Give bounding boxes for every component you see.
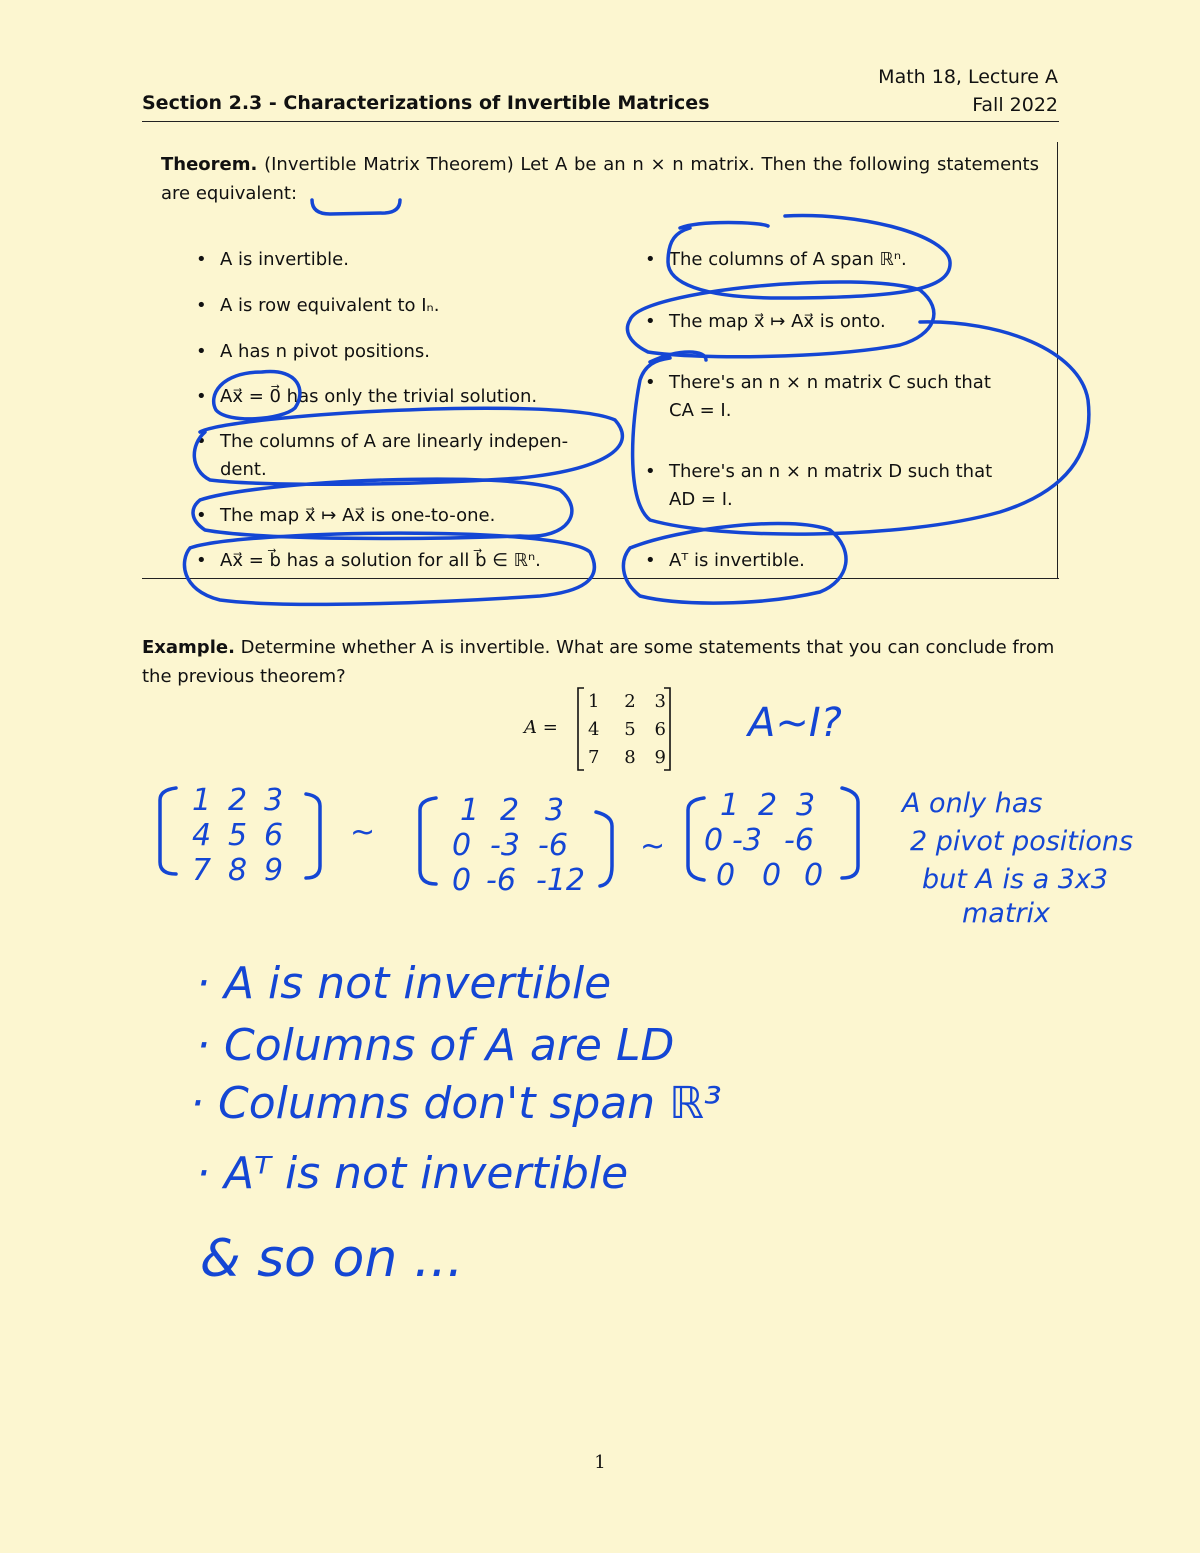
hw-m1-3-1: 7 xyxy=(192,853,212,888)
hw-m3-1-3: 3 xyxy=(796,788,816,823)
circle-one-to-one xyxy=(193,479,572,538)
right-item-3-cont: CA = I. xyxy=(669,400,732,421)
hw-m3-2-1: 0 xyxy=(704,823,724,858)
left-item-1: • A is invertible. xyxy=(196,249,349,270)
matrix-lhs: A = xyxy=(524,717,558,738)
hw-m1-1-1: 1 xyxy=(192,783,212,818)
example-text: Determine whether A is invertible. What are some statements that you can conclude from the previous theorem? xyxy=(142,637,1055,687)
hw-bracket-1-right xyxy=(306,794,320,878)
section-title: Section 2.3 - Characterizations of Invertible Matrices xyxy=(142,92,710,114)
hw-m2-1-2: 2 xyxy=(500,793,520,828)
hw-m1-1-2: 2 xyxy=(228,783,248,818)
left-item-7: • Ax⃗ = b⃗ has a solution for all b⃗ ∈ ℝⁿ. xyxy=(196,550,541,571)
hw-m3-1-2: 2 xyxy=(758,788,778,823)
left-item-2: • A is row equivalent to Iₙ. xyxy=(196,295,440,316)
right-item-4-cont: AD = I. xyxy=(669,489,733,510)
m-2-2: 5 xyxy=(624,719,636,740)
hw-note-4: matrix xyxy=(962,898,1051,929)
hw-m1-2-3: 6 xyxy=(264,818,284,853)
course-label: Math 18, Lecture A xyxy=(878,66,1058,88)
underline-equivalent xyxy=(312,200,400,214)
m-1-3: 3 xyxy=(654,691,666,712)
hw-m1-1-3: 3 xyxy=(264,783,284,818)
hw-bracket-2-right xyxy=(596,812,612,886)
example-label: Example. xyxy=(142,637,235,658)
page-number: 1 xyxy=(594,1452,606,1473)
hw-m1-3-3: 9 xyxy=(264,853,284,888)
hw-bracket-3-right xyxy=(842,788,858,878)
hw-m2-1-1: 1 xyxy=(460,793,480,828)
hw-m2-2-2: -3 xyxy=(490,828,520,863)
hw-m2-3-1: 0 xyxy=(452,863,472,898)
term-label: Fall 2022 xyxy=(972,94,1058,116)
hw-m1-2-1: 4 xyxy=(192,818,212,853)
hw-note-2: 2 pivot positions xyxy=(910,826,1134,857)
hw-m3-2-3: -6 xyxy=(784,823,814,858)
right-item-3: • There's an n × n matrix C such that xyxy=(645,372,991,393)
m-3-2: 8 xyxy=(624,747,636,768)
hw-conclusion-2: · Columns of A are LD xyxy=(196,1020,675,1071)
hw-conclusion-1: · A is not invertible xyxy=(196,958,612,1009)
m-1-1: 1 xyxy=(588,691,600,712)
m-1-2: 2 xyxy=(624,691,636,712)
theorem-intro: (Invertible Matrix Theorem) Let A be an n × n matrix. Then the following statements are equivalent: xyxy=(161,154,1039,204)
hw-note-1: A only has xyxy=(902,788,1043,819)
hw-m2-2-3: -6 xyxy=(538,828,568,863)
left-item-5: • The columns of A are linearly indepen- xyxy=(196,431,569,452)
circle-ax0 xyxy=(214,372,300,419)
m-2-1: 4 xyxy=(588,719,600,740)
right-item-1: • The columns of A span ℝⁿ. xyxy=(645,249,907,270)
hw-m2-2-1: 0 xyxy=(452,828,472,863)
left-item-5-cont: dent. xyxy=(220,459,267,480)
hw-bracket-1-left xyxy=(160,788,176,874)
hw-m2-3-3: -12 xyxy=(536,863,585,898)
hw-m3-3-1: 0 xyxy=(716,858,736,893)
hw-question: A~I? xyxy=(748,700,842,746)
hw-m2-1-3: 3 xyxy=(545,793,565,828)
theorem-label: Theorem. xyxy=(161,154,258,175)
hw-tilde-2: ~ xyxy=(640,829,666,864)
hw-note-3: but A is a 3x3 xyxy=(922,864,1109,895)
m-2-3: 6 xyxy=(654,719,666,740)
left-item-3: • A has n pivot positions. xyxy=(196,341,430,362)
m-3-3: 9 xyxy=(654,747,666,768)
hw-m1-3-2: 8 xyxy=(228,853,248,888)
hw-closing: & so on ... xyxy=(200,1229,464,1289)
hw-conclusion-4: · Aᵀ is not invertible xyxy=(196,1148,629,1199)
hw-m3-3-2: 0 xyxy=(762,858,782,893)
right-item-4: • There's an n × n matrix D such that xyxy=(645,461,993,482)
left-item-4: • Ax⃗ = 0⃗ has only the trivial solution. xyxy=(196,386,538,407)
hw-m3-1-1: 1 xyxy=(720,788,740,823)
hw-m3-2-2: -3 xyxy=(732,823,762,858)
hw-conclusion-3: · Columns don't span ℝ³ xyxy=(190,1078,722,1129)
hw-m3-3-3: 0 xyxy=(804,858,824,893)
m-3-1: 7 xyxy=(588,747,600,768)
hw-m2-3-2: -6 xyxy=(486,863,516,898)
hw-tilde-1: ~ xyxy=(350,815,376,850)
right-item-5: • Aᵀ is invertible. xyxy=(645,550,805,571)
circle-c-d xyxy=(633,322,1089,534)
circle-lin-indep xyxy=(194,408,622,484)
right-item-2: • The map x⃗ ↦ Ax⃗ is onto. xyxy=(645,311,886,332)
hw-m1-2-2: 5 xyxy=(228,818,248,853)
circle-ax-b xyxy=(184,533,594,604)
left-item-6: • The map x⃗ ↦ Ax⃗ is one-to-one. xyxy=(196,505,496,526)
hw-bracket-3-left xyxy=(688,798,704,880)
hw-bracket-2-left xyxy=(420,798,436,884)
